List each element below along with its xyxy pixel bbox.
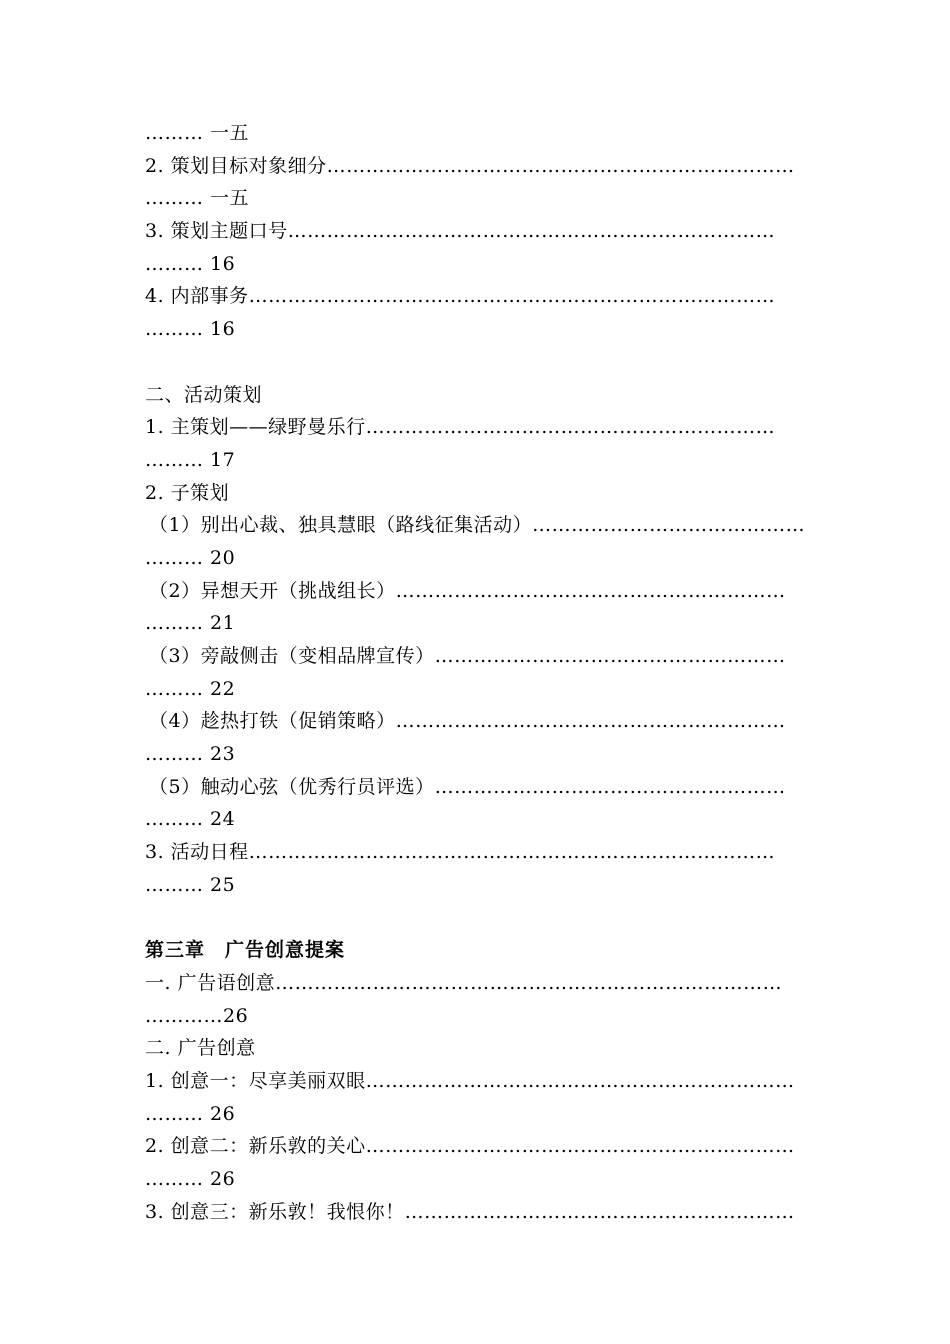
toc-line: （3）旁敲侧击（变相品牌宣传）……………………………………………… — [149, 645, 786, 667]
toc-line: ……… 一五 — [145, 187, 250, 210]
toc-line: 1. 创意一：尽享美丽双眼………………………………………………………… — [145, 1069, 795, 1092]
toc-line: ……… 20 — [145, 546, 236, 569]
toc-line: 2. 创意二：新乐敦的关心………………………………………………………… — [145, 1135, 795, 1158]
toc-line: ……… 24 — [145, 808, 236, 831]
toc-line: 2. 子策划 — [145, 481, 230, 504]
toc-line: ……… 16 — [145, 252, 236, 275]
toc-line: （2）异想天开（挑战组长）…………………………………………………… — [149, 579, 786, 602]
blank-spacer — [145, 346, 805, 379]
toc-line: 3. 创意三：新乐敦！我恨你！…………………………………………………… — [145, 1200, 795, 1223]
toc-line: 二. 广告创意 — [145, 1037, 256, 1060]
toc-line: ……… 26 — [145, 1102, 236, 1125]
toc-line: ……… 22 — [145, 677, 236, 700]
toc-line: 二、活动策划 — [145, 383, 263, 406]
toc-line: ……… 25 — [145, 873, 236, 896]
toc-line: （5）触动心弦（优秀行员评选）……………………………………………… — [149, 775, 786, 798]
toc-line: ……… 17 — [145, 448, 236, 471]
toc-line: 一. 广告语创意…………………………………………………………………… — [145, 971, 783, 994]
toc-line: ……… 23 — [145, 743, 236, 766]
chapter-heading: 第三章 广告创意提案 — [145, 939, 346, 962]
toc-page — [145, 117, 805, 1228]
toc-line: …………26 — [145, 1004, 249, 1027]
toc-line: ……… 一五 — [145, 122, 250, 144]
toc-line: ……… 16 — [145, 318, 236, 341]
toc-line: 4. 内部事务……………………………………………………………………… — [145, 285, 776, 308]
toc-line: （1）别出心裁、独具慧眼（路线征集活动）…………………………………… — [149, 514, 805, 537]
toc-line: 2. 策划目标对象细分……………………………………………………………… — [145, 154, 795, 177]
blank-spacer — [145, 902, 805, 935]
toc-line: ……… 26 — [145, 1168, 236, 1190]
toc-line: 3. 策划主题口号………………………………………………………………… — [145, 220, 776, 243]
toc-line: 3. 活动日程……………………………………………………………………… — [145, 841, 776, 864]
toc-line: ……… 21 — [145, 612, 236, 635]
toc-line: （4）趁热打铁（促销策略）…………………………………………………… — [149, 710, 786, 733]
toc-line: 1. 主策划——绿野曼乐行……………………………………………………… — [145, 416, 776, 439]
